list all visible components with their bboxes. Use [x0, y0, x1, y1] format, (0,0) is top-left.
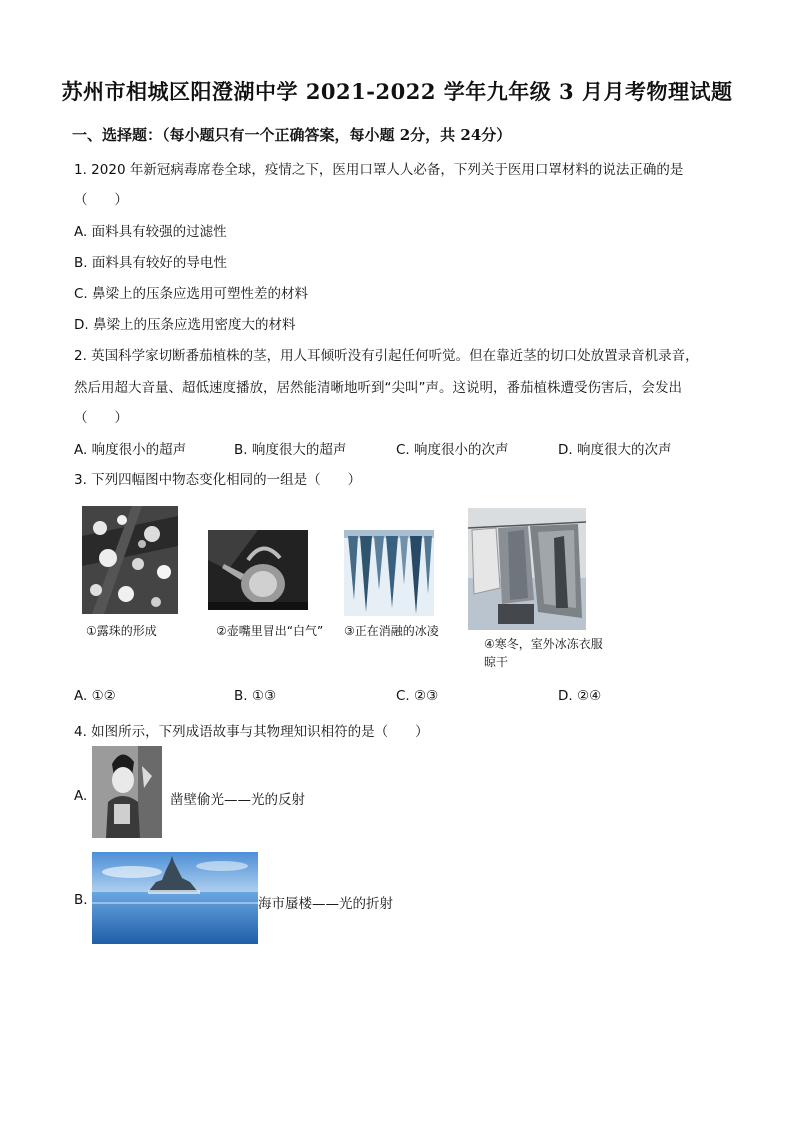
chiseling-wall-image — [92, 746, 162, 838]
caption-kettle: ②壶嘴里冒出“白气” — [216, 624, 324, 638]
q2-option-a: A. 响度很小的超声 — [74, 442, 187, 458]
q3-options — [74, 688, 634, 708]
section-heading: 一、选择题：（每小题只有一个正确答案，每小题 2分，共 24分） — [72, 126, 512, 144]
q4-option-b-letter: B. — [74, 892, 88, 908]
q3-option-d: D. ②④ — [558, 688, 602, 704]
q2-stem-line2: 然后用超大音量、超低速度播放，居然能清晰地听到“尖叫”声。这说明，番茄植株遭受伤害后，会发出 — [74, 380, 682, 396]
caption-frozen-clothes: ④寒冬，室外冰冻衣服晾干 — [484, 637, 603, 669]
q4-stem: 4. 如图所示，下列成语故事与其物理知识相符的是（ ） — [74, 724, 429, 740]
q1-option-d: D. 鼻梁上的压条应选用密度大的材料 — [74, 317, 296, 333]
kettle-steam-image — [208, 530, 308, 610]
q3-option-a: A. ①② — [74, 688, 116, 704]
q3-option-c: C. ②③ — [396, 688, 439, 704]
q4-option-a-letter: A. — [74, 788, 88, 804]
q2-options — [74, 438, 714, 458]
q2-option-b: B. 响度很大的超声 — [234, 442, 347, 458]
q2-option-c: C. 响度很小的次声 — [396, 442, 509, 458]
q1-stem: 1. 2020 年新冠病毒席卷全球，疫情之下，医用口罩人人必备，下列关于医用口罩材料的说法正确的是 — [74, 162, 684, 178]
q3-stem: 3. 下列四幅图中物态变化相同的一组是（ ） — [74, 472, 362, 488]
q1-option-a: A. 面料具有较强的过滤性 — [74, 224, 227, 240]
icicles-image — [344, 530, 434, 616]
caption-icicles: ③正在消融的冰凌 — [344, 624, 439, 638]
q2-blank: （ ） — [74, 410, 128, 426]
q4-option-b-text: 海市蜃楼——光的折射 — [258, 896, 393, 912]
page-title: 苏州市相城区阳澄湖中学 2021-2022 学年九年级 3 月月考物理试题 — [61, 79, 733, 104]
mirage-image — [92, 852, 258, 944]
q1-option-c: C. 鼻梁上的压条应选用可塑性差的材料 — [74, 286, 309, 302]
q2-stem-line1: 2. 英国科学家切断番茄植株的茎，用人耳倾听没有引起任何听觉。但在靠近茎的切口处放置录音机录音， — [74, 348, 699, 364]
q4-option-a-text: 凿壁偷光——光的反射 — [170, 792, 305, 808]
q1-blank: （ ） — [74, 192, 128, 208]
q1-option-b: B. 面料具有较好的导电性 — [74, 255, 227, 271]
q3-option-b: B. ①③ — [234, 688, 277, 704]
dew-drops-image — [82, 506, 178, 614]
frozen-clothes-image — [468, 508, 586, 630]
caption-dew: ①露珠的形成 — [86, 624, 157, 638]
q2-option-d: D. 响度很大的次声 — [558, 442, 672, 458]
